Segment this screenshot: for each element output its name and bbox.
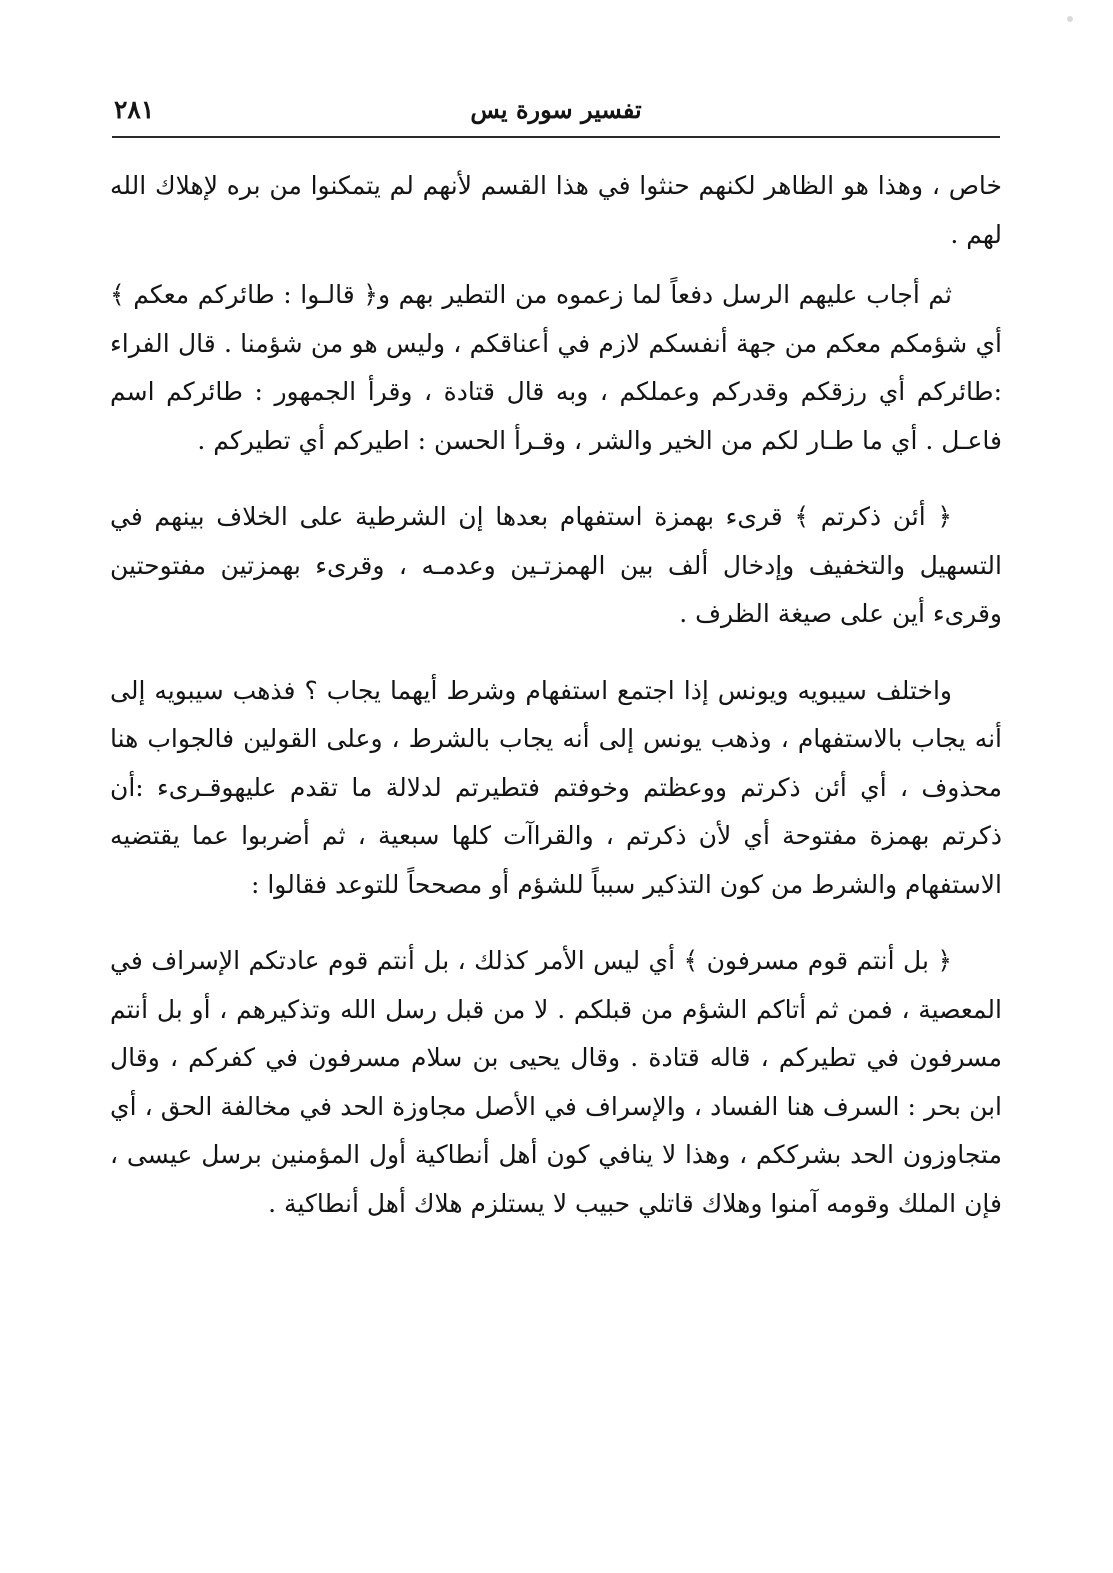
paragraph-2: ثم أجاب عليهم الرسل دفعاً لما زعموه من التطير بهم و﴿ قالـوا : طائركم معكم ﴾ أي شؤمكم معكم من جهة أنفسكم لازم في أعناقكم ، وليس هو من شؤمنا . قال الفراء :طائركم أي رزقكم وقدركم وعملكم ، وبه قال قتادة ، وقرأ الجمهور : طائركم اسم فاعـل . أي ما طـار لكم من الخير والشر ، وقـرأ الحسن : اطيركم أي تطيركم . — [110, 280, 1002, 455]
header-divider — [112, 136, 1000, 138]
scan-speck — [1067, 16, 1073, 22]
body-text — [110, 162, 1002, 1228]
running-title: تفسير سورة يس — [470, 95, 642, 124]
paragraph-4: واختلف سيبويه ويونس إذا اجتمع استفهام وشرط أيهما يجاب ؟ فذهب سيبويه إلى أنه يجاب بالاستفهام ، وذهب يونس إلى أنه يجاب بالشرط ، وعلى القولين فالجواب هنا محذوف ، أي أئن ذكرتم ووعظتم وخوفتم فتطيرتم لدلالة ما تقدم عليهوقـرىء :أن ذكرتم بهمزة مفتوحة أي لأن ذكرتم ، والقراآت كلها سبعية ، ثم أضربوا عما يقتضيه الاستفهام والشرط من كون التذكير سبباً للشؤم أو مصححاً للتوعد فقالوا : — [110, 675, 1002, 899]
paragraph-1: خاص ، وهذا هو الظاهر لكنهم حنثوا في هذا القسم لأنهم لم يتمكنوا من بره لإهلاك الله لهم . — [110, 171, 1002, 249]
paragraph-5: ﴿ بل أنتم قوم مسرفون ﴾ أي ليس الأمر كذلك ، بل أنتم قوم عادتكم الإسراف في المعصية ، فمن ثم أتاكم الشؤم من قبلكم . لا من قبل رسل الله وتذكيرهم ، أو بل أنتم مسرفون في تطيركم ، قاله قتادة . وقال يحيى بن سلام مسرفون في كفركم ، وقال ابن بحر : السرف هنا الفساد ، والإسراف في الأصل مجاوزة الحد في مخالفة الحق ، أي متجاوزون الحد بشرككم ، وهذا لا ينافي كون أهل أنطاكية أول المؤمنين برسل عيسى ، فإن الملك وقومه آمنوا وهلاك قاتلي حبيب لا يستلزم هلاك أهل أنطاكية . — [110, 946, 1002, 1218]
paragraph-3: ﴿ أئن ذكرتم ﴾ قرىء بهمزة استفهام بعدها إن الشرطية على الخلاف بينهم في التسهيل والتخفيف وإدخال ألف بين الهمزتـين وعدمـه ، وقرىء بهمزتين مفتوحتين وقرىء أين على صيغة الظرف . — [110, 502, 1002, 628]
page-header — [112, 92, 1000, 136]
page-number: ٢٨١ — [114, 95, 155, 124]
